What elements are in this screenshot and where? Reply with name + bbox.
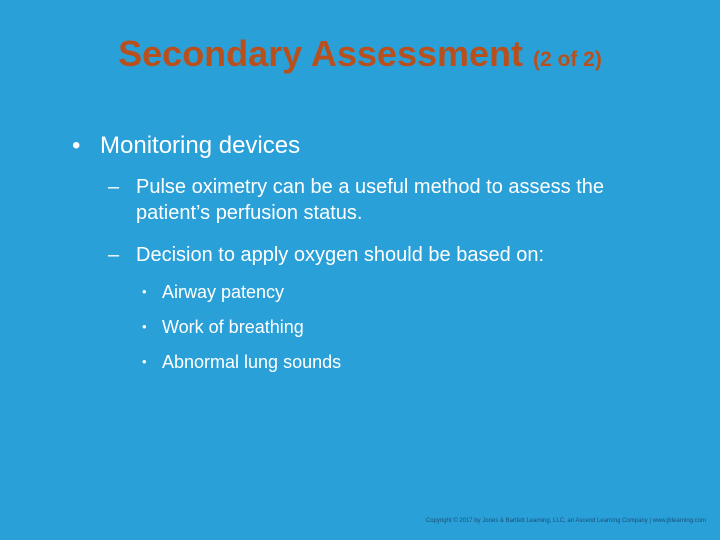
bullet-dot-icon: •: [142, 319, 147, 334]
sub-sub-bullet-work-of-breathing: [142, 316, 304, 338]
slide-title-main: Secondary Assessment: [118, 33, 523, 74]
dash-icon: –: [108, 244, 120, 266]
sub-bullet-text: Decision to apply oxygen should be based on:: [136, 244, 545, 266]
slide-title: [0, 30, 720, 84]
copyright-footer: Copyright © 2017 by Jones & Bartlett Learning, LLC, an Ascend Learning Company | www.jblearning.com: [425, 518, 706, 524]
sub-sub-bullet-text: Airway patency: [162, 282, 285, 302]
sub-sub-bullet-airway: [142, 281, 284, 303]
dash-icon: –: [108, 176, 120, 198]
sub-sub-bullet-text: Abnormal lung sounds: [162, 352, 342, 372]
sub-bullet-pulse-oximetry: [108, 174, 668, 226]
bullet-dot-icon: •: [142, 354, 147, 369]
bullet-text: Monitoring devices: [100, 132, 301, 159]
sub-sub-bullet-lung-sounds: [142, 351, 341, 373]
sub-bullet-oxygen-decision: [108, 242, 668, 268]
sub-bullet-text: Pulse oximetry can be a useful method to assess the patient’s perfusion status.: [136, 176, 605, 224]
sub-sub-bullet-text: Work of breathing: [162, 317, 304, 337]
bullet-dot-icon: •: [142, 284, 147, 299]
bullet-monitoring-devices: [72, 131, 300, 161]
slide-title-sub: (2 of 2): [533, 48, 602, 71]
bullet-dot-icon: •: [72, 132, 81, 159]
